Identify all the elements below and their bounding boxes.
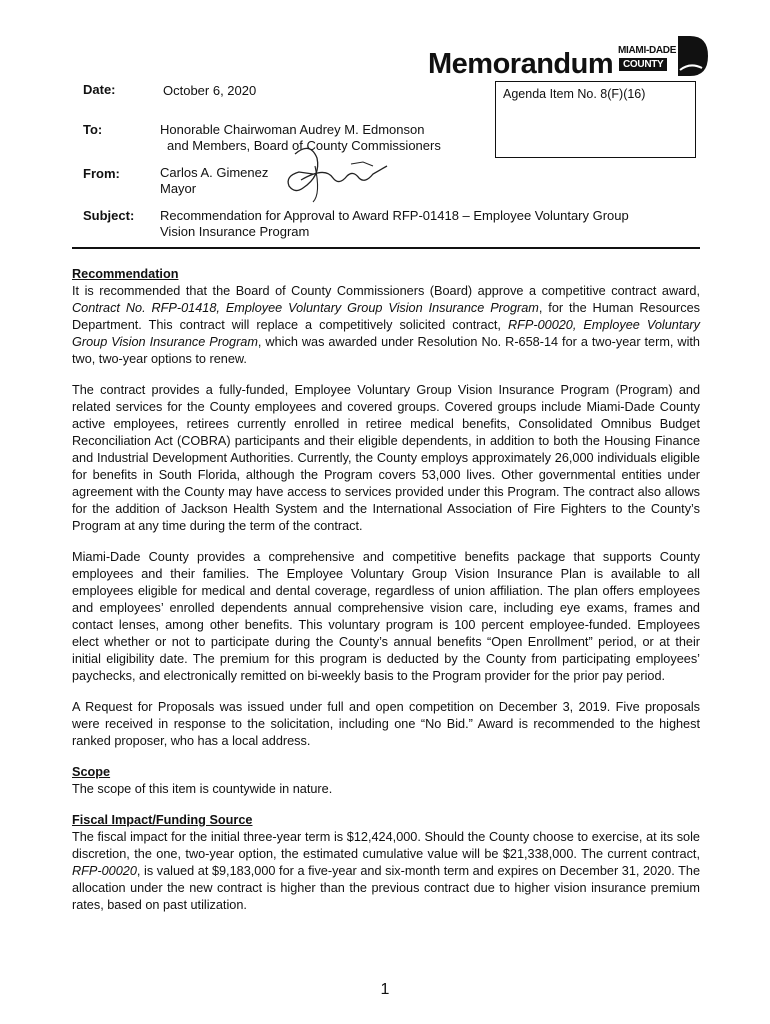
- subject-line2: Vision Insurance Program: [160, 224, 310, 239]
- scope-paragraph: The scope of this item is countywide in nature.: [72, 782, 333, 796]
- recommendation-paragraph-1: It is recommended that the Board of County Commissioners (Board) approve a competitive contract award, Contract No. RFP-01418, Employee Voluntary Group Vision Insurance Program, for the Human Resources Department. This contract will replace a competitively solicited contract, RFP-00020, Employee Voluntary Group Vision Insurance Program, which was awarded under Resolution No. R-658-14 for a two-year term, with two, two-year options to renew.: [72, 284, 700, 366]
- memo-body: [72, 266, 700, 928]
- page-number: 1: [380, 981, 390, 998]
- fiscal-paragraph: The fiscal impact for the initial three-year term is $12,424,000. Should the County choose to exercise, at its sole discretion, the one, two-year option, the estimated cumulative value will be $21,338,000. The current contract, RFP-00020, is valued at $9,183,000 for a five-year and six-month term and expires on December 31, 2020. The allocation under the new contract is higher than the previous contract due to higher vision insurance premium rates, based on past utilization.: [72, 830, 700, 912]
- to-line1: Honorable Chairwoman Audrey M. Edmonson: [160, 122, 425, 137]
- fiscal-heading: Fiscal Impact/Funding Source: [72, 813, 253, 827]
- recommendation-paragraph-3: Miami-Dade County provides a comprehensive and competitive benefits package that supports County employees and their families. The Employee Voluntary Group Vision Insurance Plan is available to all employees eligible for medical and dental coverage, regardless of union affiliation. The plan offers employees and employees’ enrolled dependents annual comprehensive vision care, including eye exams, frames and contact lenses, among other benefits. This voluntary program is 100 percent employee-funded. Employees elect whether or not to participate during the County’s annual benefits “Open Enrollment” period, or at their initial eligibility date. The premium for this program is deducted by the County from participating employees’ paychecks, and electronically remitted on bi-weekly basis to the Program provider for the prior pay period.: [72, 550, 700, 683]
- recommendation-paragraph-4: A Request for Proposals was issued under full and open competition on December 3, 2019. Five proposals were received in response to the solicitation, including one “No Bid.” Award is recommended to the highest ranked proposer, who has a local address.: [72, 700, 700, 748]
- signature-graphic: [255, 136, 405, 206]
- scope-heading: Scope: [72, 765, 111, 779]
- from-line1: Carlos A. Gimenez: [160, 165, 269, 180]
- logo-line1: MIAMI-DADE: [618, 45, 677, 56]
- memo-title: Memorandum: [428, 48, 614, 80]
- date-label: Date:: [83, 82, 116, 97]
- to-line2: and Members, Board of County Commissioners: [167, 138, 441, 153]
- subject-line1: Recommendation for Approval to Award RFP-01418 – Employee Voluntary Group: [160, 208, 629, 223]
- to-label: To:: [83, 122, 103, 137]
- subject-label: Subject:: [83, 208, 135, 223]
- logo-line2: COUNTY: [619, 58, 667, 71]
- agenda-item-label: Agenda Item No. 8(F)(16): [503, 87, 646, 101]
- date-value: October 6, 2020: [163, 83, 257, 98]
- agenda-item-box: [495, 81, 696, 158]
- header-divider: [72, 247, 700, 249]
- logo-d-shape: [676, 34, 710, 78]
- recommendation-heading: Recommendation: [72, 267, 179, 281]
- from-label: From:: [83, 166, 120, 181]
- county-logo: [616, 34, 712, 78]
- from-line2: Mayor: [160, 181, 197, 196]
- recommendation-paragraph-2: The contract provides a fully-funded, Employee Voluntary Group Vision Insurance Program (Program) and related services for the County employees and covered groups. Covered groups include Miami-Dade County active employees, retirees currently enrolled in retiree medical benefits, Consolidated Omnibus Budget Reconciliation Act (COBRA) participants and their eligible dependents, in addition to both the Housing Finance and Industrial Development Authorities. Currently, the County employs approximately 26,000 individuals eligible for benefits in South Florida, although the Program covers 53,000 lives. Other governmental entities under agreement with the County may have access to services provided under this Program. The contract also allows for the addition of Jackson Health System and the International Association of Fire Fighters to the County’s Program at any time during the term of the contract.: [72, 383, 700, 533]
